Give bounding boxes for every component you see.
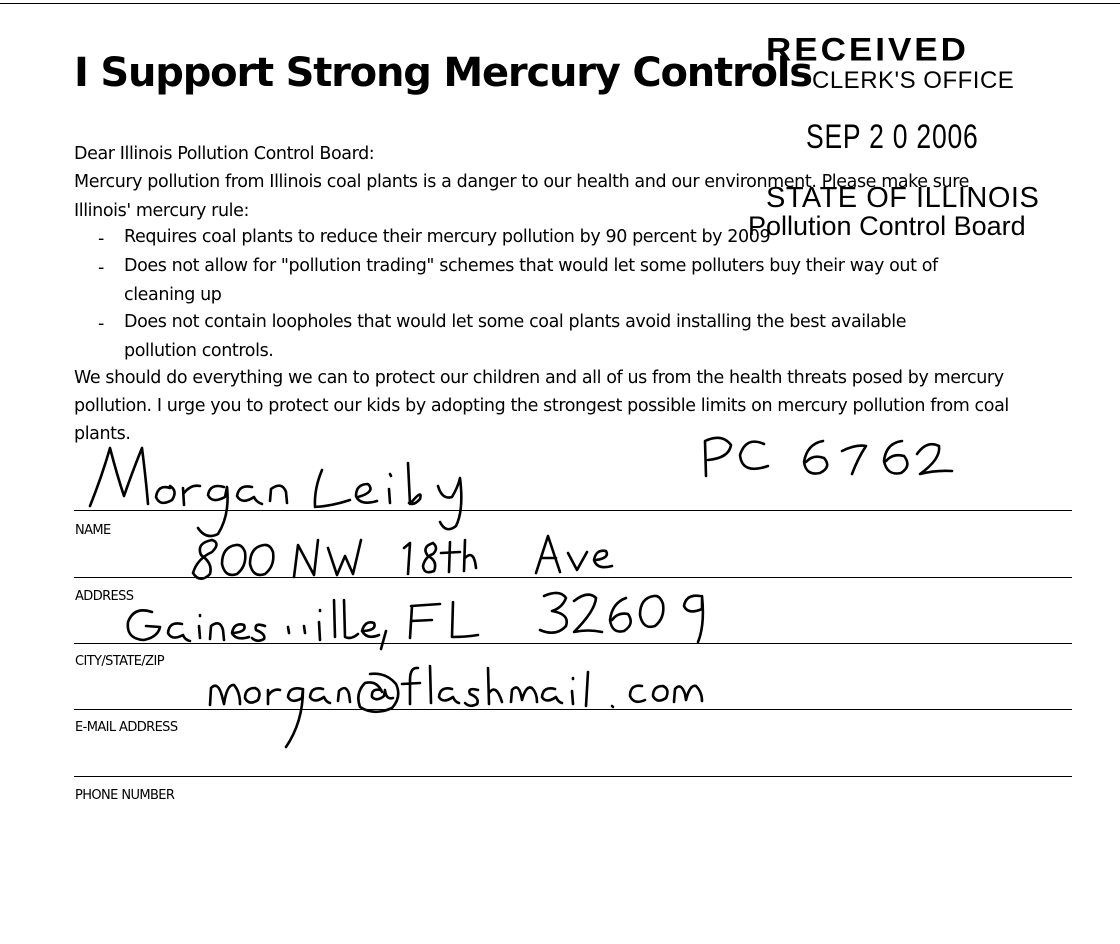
address-underline <box>74 577 1072 578</box>
stamp-state: STATE OF ILLINOIS <box>766 182 1040 214</box>
phone-label: PHONE NUMBER <box>75 788 175 803</box>
city-state-zip-label: CITY/STATE/ZIP <box>75 654 164 669</box>
address-value <box>0 0 1 1</box>
city-state-zip-value <box>0 0 1 1</box>
stamp-date: SEP 2 0 2006 <box>806 118 979 156</box>
bullet-marker: - <box>98 258 105 278</box>
top-border-rule <box>0 3 1120 4</box>
bullet-marker: - <box>98 229 105 249</box>
closing-line-2: pollution. I urge you to protect our kids by adopting the strongest possible limits on mercury pollution from coal <box>74 396 1009 416</box>
bullet-2-line-2: cleaning up <box>124 285 222 305</box>
name-underline <box>74 510 1072 511</box>
phone-underline <box>74 776 1072 777</box>
name-label: NAME <box>75 523 111 538</box>
bullet-marker: - <box>98 314 105 334</box>
name-value <box>0 0 1 1</box>
city-state-zip-underline <box>74 643 1072 644</box>
bullet-1-line-1: Requires coal plants to reduce their mercury pollution by 90 percent by 2009 <box>124 227 771 247</box>
pc-number-value <box>0 0 1 1</box>
email-label: E-MAIL ADDRESS <box>75 720 178 735</box>
stamp-clerks-office: CLERK'S OFFICE <box>812 67 1015 94</box>
bullet-2-line-1: Does not allow for "pollution trading" schemes that would let some polluters buy their way out of <box>124 256 938 276</box>
intro-line-2: Illinois' mercury rule: <box>74 201 249 221</box>
address-handwriting <box>193 536 612 579</box>
salutation: Dear Illinois Pollution Control Board: <box>74 144 375 164</box>
name-handwriting <box>90 448 461 536</box>
email-underline <box>74 709 1072 710</box>
email-handwriting <box>210 666 702 747</box>
address-label: ADDRESS <box>75 589 134 604</box>
closing-line-1: We should do everything we can to protect our children and all of us from the health threats posed by mercury <box>74 368 1004 388</box>
pc-number-handwriting <box>705 438 952 476</box>
closing-line-3: plants. <box>74 424 131 444</box>
bullet-3-line-1: Does not contain loopholes that would let some coal plants avoid installing the best available <box>124 312 907 332</box>
phone-value <box>0 0 1 1</box>
email-value <box>0 0 1 1</box>
stamp-board: Pollution Control Board <box>748 211 1026 241</box>
bullet-3-line-2: pollution controls. <box>124 341 274 361</box>
stamp-received: RECEIVED <box>766 32 969 69</box>
page-title: I Support Strong Mercury Controls <box>74 50 812 96</box>
city-state-zip-handwriting <box>128 593 703 649</box>
intro-line-1: Mercury pollution from Illinois coal plants is a danger to our health and our environment. Please make sure <box>74 172 969 192</box>
